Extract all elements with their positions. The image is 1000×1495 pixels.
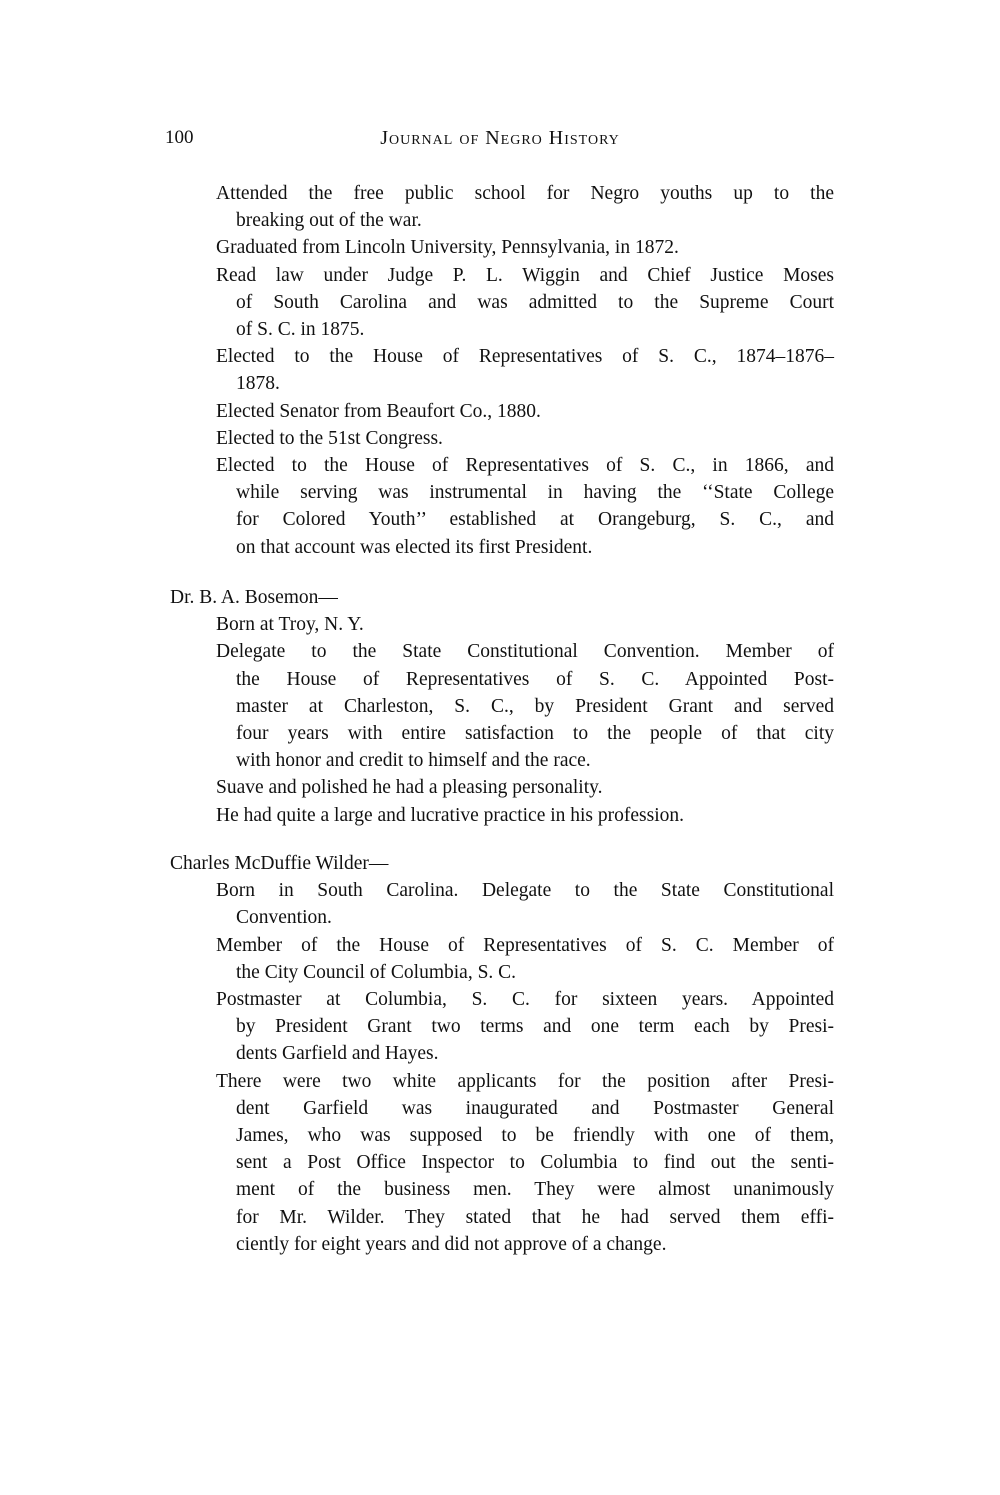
text-line: four years with entire satisfaction to the people of that city (236, 723, 834, 744)
text-line: while serving was instrumental in having the ‘‘State College (236, 482, 834, 504)
text-line: Born in South Carolina. Delegate to the State Constitutional (216, 880, 834, 902)
text-line: for Mr. Wilder. They stated that he had served them effi- (236, 1206, 834, 1228)
text-line: with honor and credit to himself and the race. (236, 750, 591, 772)
text-line: Attended the free public school for Negro youths up to the (216, 183, 834, 204)
text-line: master at Charleston, S. C., by President Grant and served (236, 695, 834, 717)
person-name: Dr. B. A. Bosemon— (170, 587, 338, 608)
text-line: Read law under Judge P. L. Wiggin and Chief Justice Moses (216, 264, 834, 286)
text-line: Suave and polished he had a pleasing personality. (216, 777, 603, 799)
running-title: Journal of Negro History (380, 127, 620, 149)
text-line: Born at Troy, N. Y. (216, 614, 364, 636)
text-line: Graduated from Lincoln University, Pennsylvania, in 1872. (216, 237, 679, 259)
text-line: dent Garfield was inaugurated and Postmaster General (236, 1097, 834, 1119)
text-line: Elected to the House of Representatives of S. C., in 1866, and (216, 455, 834, 476)
text-line: 1878. (236, 373, 280, 395)
text-line: for Colored Youth’’ established at Orangeburg, S. C., and (236, 509, 834, 531)
text-line: Convention. (236, 907, 332, 929)
text-line: Postmaster at Columbia, S. C. for sixteen years. Appointed (216, 989, 834, 1010)
page-number: 100 (165, 127, 194, 148)
text-line: by President Grant two terms and one term each by Presi- (236, 1016, 834, 1038)
text-line: breaking out of the war. (236, 210, 422, 232)
text-line: Elected Senator from Beaufort Co., 1880. (216, 400, 541, 422)
text-line: There were two white applicants for the position after Presi- (216, 1070, 834, 1092)
text-line: the House of Representatives of S. C. Appointed Post- (236, 668, 834, 690)
text-line: Elected to the House of Representatives of S. C., 1874–1876– (216, 346, 834, 368)
text-line: Member of the House of Representatives of S. C. Member of (216, 934, 834, 956)
text-line: ment of the business men. They were almost unanimously (236, 1179, 834, 1201)
text-line: He had quite a large and lucrative practice in his profession. (216, 804, 685, 826)
text-line: sent a Post Office Inspector to Columbia to find out the senti- (236, 1152, 834, 1174)
text-line: ciently for eight years and did not approve of a change. (236, 1233, 667, 1255)
text-line: of S. C. in 1875. (236, 319, 365, 340)
text-line: dents Garfield and Hayes. (236, 1043, 439, 1065)
text-line: Elected to the 51st Congress. (216, 427, 443, 449)
text-line: of South Carolina and was admitted to the Supreme Court (236, 291, 834, 313)
text-line: the City Council of Columbia, S. C. (236, 961, 517, 983)
text-line: on that account was elected its first President. (236, 536, 593, 558)
page-header (165, 127, 835, 157)
text-line: Delegate to the State Constitutional Convention. Member of (216, 641, 834, 663)
person-name: Charles McDuffie Wilder— (170, 853, 389, 874)
text-line: James, who was supposed to be friendly with one of them, (236, 1125, 834, 1146)
